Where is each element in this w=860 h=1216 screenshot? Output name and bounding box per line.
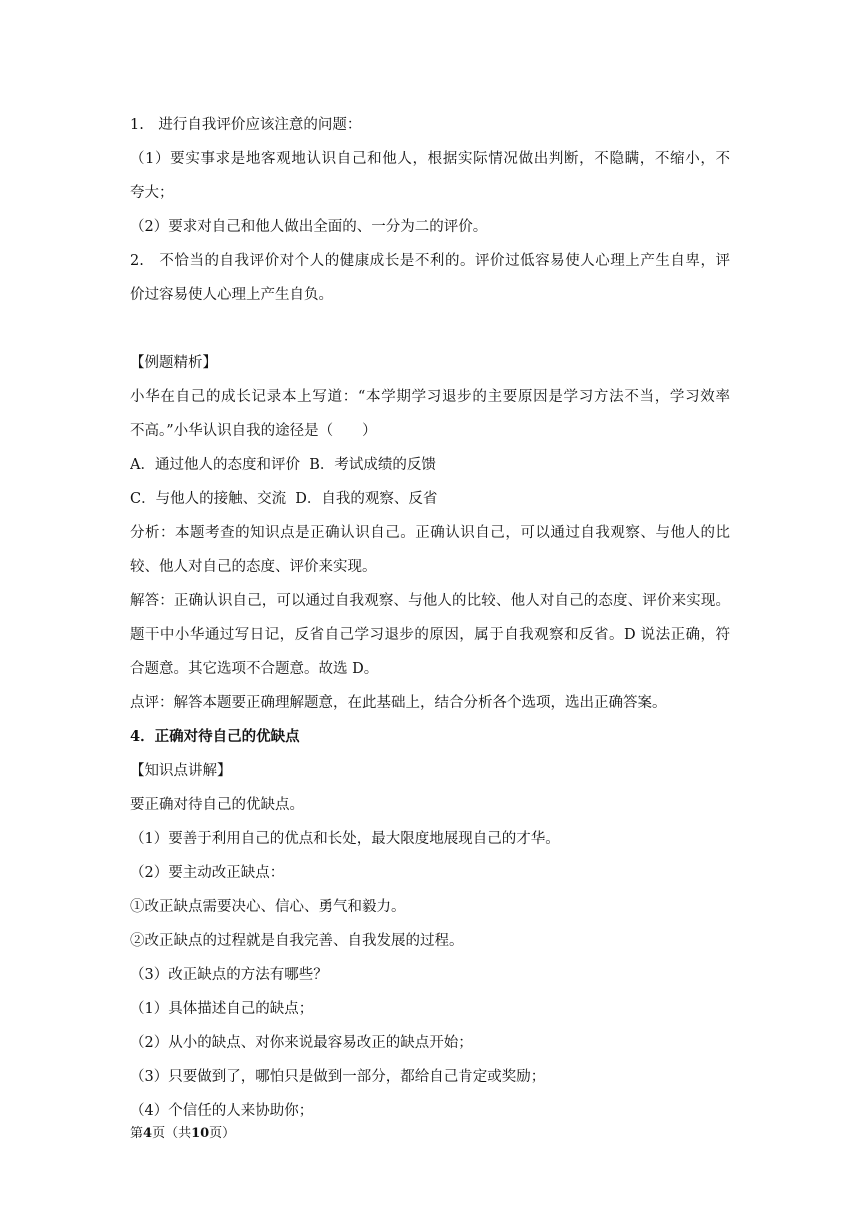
footer-total-pages: 10 [191, 1126, 210, 1141]
text-line: 不高。”小华认识自我的途径是（ ） [130, 423, 377, 439]
analysis-line: 较、他人对自己的态度、评价来实现。 [130, 559, 377, 575]
text-line: （1）具体描述自己的缺点； [130, 1001, 314, 1017]
answer-line: 解答：正确认识自己，可以通过自我观察、与他人的比较、他人对自己的态度、评价来实现。 [130, 593, 730, 609]
footer-page-number: 4 [143, 1126, 153, 1141]
text-line: 2. 不恰当的自我评价对个人的健康成长是不利的。评价过低容易使人心理上产生自卑，评 [130, 253, 730, 269]
analysis-line: 分析：本题考查的知识点是正确认识自己。正确认识自己，可以通过自我观察、与他人的比 [130, 525, 730, 541]
text-line: （2）从小的缺点、对你来说最容易改正的缺点开始； [130, 1035, 473, 1051]
text-line: （4）个信任的人来协助你； [130, 1103, 314, 1119]
text-line: （3）只要做到了，哪怕只是做到一部分，都给自己肯定或奖励； [130, 1069, 546, 1085]
text-line: 小华在自己的成长记录本上写道：“本学期学习退步的主要原因是学习方法不当，学习效率 [130, 389, 730, 405]
footer-suffix: 页） [209, 1126, 236, 1141]
text-line: （1）要善于利用自己的优点和长处，最大限度地展现自己的才华。 [130, 831, 560, 847]
text-line: 夸大； [130, 185, 174, 201]
text-line: 1. 进行自我评价应该注意的问题： [130, 117, 362, 133]
answer-line: 题干中小华通过写日记，反省自己学习退步的原因，属于自我观察和反省。D 说法正确，符 [130, 627, 730, 643]
answer-line: 合题意。其它选项不合题意。故选 D。 [130, 661, 379, 677]
option-line: A．通过他人的态度和评价 B．考试成绩的反馈 [130, 457, 436, 473]
document-body [130, 108, 730, 1128]
text-line: （2）要主动改正缺点： [130, 865, 285, 881]
footer-middle: 页（共 [152, 1126, 192, 1141]
text-line: ②改正缺点的过程就是自我完善、自我发展的过程。 [130, 933, 464, 949]
page-footer [130, 1124, 235, 1144]
text-line: ①改正缺点需要决心、信心、勇气和毅力。 [130, 899, 406, 915]
option-line: C．与他人的接触、交流 D．自我的观察、反省 [130, 491, 438, 507]
comment-line: 点评：解答本题要正确理解题意，在此基础上，结合分析各个选项，选出正确答案。 [130, 695, 667, 711]
section-heading-example: 【例题精析】 [130, 355, 217, 371]
section-heading: 4．正确对待自己的优缺点 [130, 728, 300, 745]
text-line: （1）要实事求是地客观地认识自己和他人，根据实际情况做出判断，不隐瞒，不缩小，不 [130, 151, 730, 167]
text-line: （3）改正缺点的方法有哪些？ [130, 967, 328, 983]
text-line: 要正确对待自己的优缺点。 [130, 797, 304, 813]
blank-line [130, 312, 730, 346]
footer-prefix: 第 [130, 1126, 144, 1141]
text-line: （2）要求对自己和他人做出全面的、一分为二的评价。 [130, 219, 488, 235]
subsection-heading: 【知识点讲解】 [130, 763, 232, 779]
text-line: 价过容易使人心理上产生自负。 [130, 287, 333, 303]
